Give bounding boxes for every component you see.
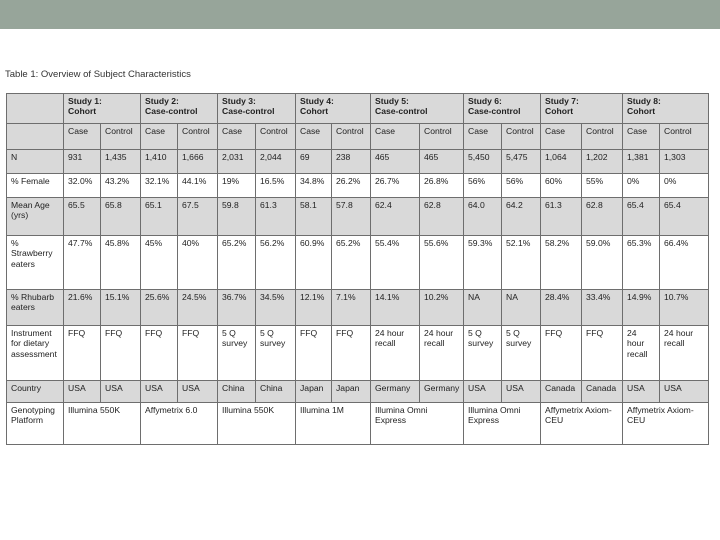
data-cell: 1,381: [623, 150, 660, 174]
subheader-cell: Control: [332, 124, 371, 150]
data-cell: 1,666: [178, 150, 218, 174]
study-header-cell: [623, 94, 709, 124]
data-cell: USA: [502, 381, 541, 403]
platform-cell: Illumina 550K: [64, 403, 141, 445]
data-cell: 26.8%: [420, 174, 464, 198]
data-cell: 58.2%: [541, 236, 582, 290]
data-cell: 65.3%: [623, 236, 660, 290]
study-header-cell: [64, 94, 141, 124]
data-cell: China: [218, 381, 256, 403]
data-cell: 238: [332, 150, 371, 174]
row-label: Mean Age (yrs): [7, 198, 64, 236]
data-cell: 15.1%: [101, 290, 141, 326]
data-cell: 32.0%: [64, 174, 101, 198]
data-cell: 24 hour recall: [371, 326, 420, 381]
study-header-cell: [218, 94, 296, 124]
data-cell: FFQ: [541, 326, 582, 381]
corner-cell: [7, 94, 64, 124]
data-cell: 24 hour recall: [420, 326, 464, 381]
data-cell: 5,475: [502, 150, 541, 174]
subheader-cell: Control: [101, 124, 141, 150]
platform-cell: Illumina 550K: [218, 403, 296, 445]
data-cell: 2,031: [218, 150, 256, 174]
subheader-cell: Control: [660, 124, 709, 150]
data-cell: 26.7%: [371, 174, 420, 198]
data-cell: 28.4%: [541, 290, 582, 326]
data-cell: 5 Q survey: [502, 326, 541, 381]
data-cell: 32.1%: [141, 174, 178, 198]
data-cell: 65.2%: [218, 236, 256, 290]
data-cell: FFQ: [332, 326, 371, 381]
data-cell: 14.1%: [371, 290, 420, 326]
study-design: Cohort: [545, 106, 574, 117]
data-cell: FFQ: [64, 326, 101, 381]
data-cell: 2,044: [256, 150, 296, 174]
subheader-cell: Case: [141, 124, 178, 150]
study-design: Cohort: [300, 106, 329, 117]
data-cell: 66.4%: [660, 236, 709, 290]
data-cell: 5 Q survey: [218, 326, 256, 381]
data-cell: USA: [141, 381, 178, 403]
data-cell: 59.8: [218, 198, 256, 236]
data-cell: 61.3: [541, 198, 582, 236]
data-cell: 7.1%: [332, 290, 371, 326]
study-title: Study 8:: [627, 96, 661, 106]
data-cell: 52.1%: [502, 236, 541, 290]
study-design: Case-control: [145, 106, 198, 117]
data-cell: 61.3: [256, 198, 296, 236]
data-cell: 65.4: [623, 198, 660, 236]
data-cell: 58.1: [296, 198, 332, 236]
subheader-cell: Case: [218, 124, 256, 150]
study-title: Study 1:: [68, 96, 102, 106]
data-cell: FFQ: [101, 326, 141, 381]
subheader-cell: Case: [371, 124, 420, 150]
data-cell: 62.4: [371, 198, 420, 236]
study-design: Cohort: [68, 106, 97, 117]
data-cell: 65.4: [660, 198, 709, 236]
data-cell: FFQ: [582, 326, 623, 381]
data-cell: 931: [64, 150, 101, 174]
data-cell: 60.9%: [296, 236, 332, 290]
data-cell: 59.3%: [464, 236, 502, 290]
data-cell: 67.5: [178, 198, 218, 236]
study-title: Study 6:: [468, 96, 502, 106]
data-cell: China: [256, 381, 296, 403]
data-cell: 56%: [502, 174, 541, 198]
table-caption: Table 1: Overview of Subject Characteristics: [5, 69, 191, 80]
data-cell: 56.2%: [256, 236, 296, 290]
row-label: % Strawberry eaters: [7, 236, 64, 290]
row-label: Genotyping Platform: [7, 403, 64, 445]
table-row: [7, 236, 709, 290]
data-cell: 465: [371, 150, 420, 174]
data-cell: 69: [296, 150, 332, 174]
corner-cell-2: [7, 124, 64, 150]
data-cell: FFQ: [296, 326, 332, 381]
row-label: % Rhubarb eaters: [7, 290, 64, 326]
row-label: Country: [7, 381, 64, 403]
study-design: Case-control: [375, 106, 428, 117]
data-cell: USA: [660, 381, 709, 403]
study-design: Case-control: [222, 106, 275, 117]
data-cell: 47.7%: [64, 236, 101, 290]
study-header-cell: [371, 94, 464, 124]
study-title: Study 5:: [375, 96, 409, 106]
study-title: Study 2:: [145, 96, 179, 106]
row-label: Instrument for dietary assessment: [7, 326, 64, 381]
data-cell: FFQ: [141, 326, 178, 381]
data-cell: 16.5%: [256, 174, 296, 198]
data-cell: NA: [502, 290, 541, 326]
data-cell: 1,410: [141, 150, 178, 174]
table-row: [7, 198, 709, 236]
data-cell: 26.2%: [332, 174, 371, 198]
data-cell: USA: [64, 381, 101, 403]
table-row: [7, 290, 709, 326]
data-cell: 5 Q survey: [256, 326, 296, 381]
data-cell: 1,303: [660, 150, 709, 174]
data-cell: 24.5%: [178, 290, 218, 326]
subheader-cell: Case: [464, 124, 502, 150]
data-cell: 0%: [623, 174, 660, 198]
data-cell: 19%: [218, 174, 256, 198]
study-header-row: [7, 94, 709, 124]
data-cell: 24 hour recall: [660, 326, 709, 381]
study-header-cell: [541, 94, 623, 124]
data-cell: 60%: [541, 174, 582, 198]
study-title: Study 7:: [545, 96, 579, 106]
subheader-cell: Control: [256, 124, 296, 150]
data-cell: 45%: [141, 236, 178, 290]
subheader-cell: Case: [64, 124, 101, 150]
subheader-cell: Case: [541, 124, 582, 150]
subheader-cell: Case: [623, 124, 660, 150]
study-title: Study 3:: [222, 96, 256, 106]
subheader-cell: Control: [178, 124, 218, 150]
table-row: [7, 403, 709, 445]
data-cell: 36.7%: [218, 290, 256, 326]
data-cell: 25.6%: [141, 290, 178, 326]
data-cell: 56%: [464, 174, 502, 198]
data-cell: 44.1%: [178, 174, 218, 198]
data-cell: Germany: [420, 381, 464, 403]
platform-cell: Affymetrix Axiom-CEU: [541, 403, 623, 445]
data-cell: Germany: [371, 381, 420, 403]
data-cell: 65.2%: [332, 236, 371, 290]
data-cell: 12.1%: [296, 290, 332, 326]
table-row: [7, 174, 709, 198]
data-cell: Japan: [296, 381, 332, 403]
data-cell: 65.5: [64, 198, 101, 236]
data-cell: 33.4%: [582, 290, 623, 326]
data-cell: 1,202: [582, 150, 623, 174]
data-cell: 40%: [178, 236, 218, 290]
study-header-cell: [141, 94, 218, 124]
study-title: Study 4:: [300, 96, 334, 106]
data-cell: USA: [101, 381, 141, 403]
data-cell: 62.8: [420, 198, 464, 236]
data-cell: 21.6%: [64, 290, 101, 326]
subheader-cell: Case: [296, 124, 332, 150]
data-cell: Canada: [582, 381, 623, 403]
table-row: [7, 150, 709, 174]
data-cell: 34.5%: [256, 290, 296, 326]
subheader-cell: Control: [582, 124, 623, 150]
data-cell: 65.8: [101, 198, 141, 236]
data-cell: 59.0%: [582, 236, 623, 290]
data-cell: 24 hour recall: [623, 326, 660, 381]
data-cell: 64.2: [502, 198, 541, 236]
data-cell: USA: [464, 381, 502, 403]
subject-characteristics-table: [6, 93, 709, 445]
row-label: N: [7, 150, 64, 174]
platform-cell: Affymetrix Axiom-CEU: [623, 403, 709, 445]
platform-cell: Illumina Omni Express: [371, 403, 464, 445]
data-cell: 43.2%: [101, 174, 141, 198]
data-cell: 0%: [660, 174, 709, 198]
data-cell: USA: [623, 381, 660, 403]
data-cell: 14.9%: [623, 290, 660, 326]
row-label: % Female: [7, 174, 64, 198]
data-cell: 62.8: [582, 198, 623, 236]
platform-cell: Affymetrix 6.0: [141, 403, 218, 445]
data-cell: 5 Q survey: [464, 326, 502, 381]
data-cell: 65.1: [141, 198, 178, 236]
data-cell: FFQ: [178, 326, 218, 381]
data-cell: 55.6%: [420, 236, 464, 290]
data-cell: 5,450: [464, 150, 502, 174]
data-cell: 465: [420, 150, 464, 174]
data-cell: 1,064: [541, 150, 582, 174]
study-header-cell: [296, 94, 371, 124]
platform-cell: Illumina 1M: [296, 403, 371, 445]
data-cell: 1,435: [101, 150, 141, 174]
case-control-header-row: [7, 124, 709, 150]
subheader-cell: Control: [502, 124, 541, 150]
data-cell: Japan: [332, 381, 371, 403]
data-cell: 57.8: [332, 198, 371, 236]
study-design: Case-control: [468, 106, 521, 117]
platform-cell: Illumina Omni Express: [464, 403, 541, 445]
data-cell: NA: [464, 290, 502, 326]
data-cell: 45.8%: [101, 236, 141, 290]
data-cell: USA: [178, 381, 218, 403]
data-cell: 10.7%: [660, 290, 709, 326]
data-cell: 10.2%: [420, 290, 464, 326]
top-band: [0, 0, 720, 29]
data-cell: 55.4%: [371, 236, 420, 290]
table-row: [7, 381, 709, 403]
subheader-cell: Control: [420, 124, 464, 150]
table-row: [7, 326, 709, 381]
data-cell: 64.0: [464, 198, 502, 236]
data-cell: 55%: [582, 174, 623, 198]
data-cell: Canada: [541, 381, 582, 403]
study-header-cell: [464, 94, 541, 124]
study-design: Cohort: [627, 106, 656, 117]
data-cell: 34.8%: [296, 174, 332, 198]
